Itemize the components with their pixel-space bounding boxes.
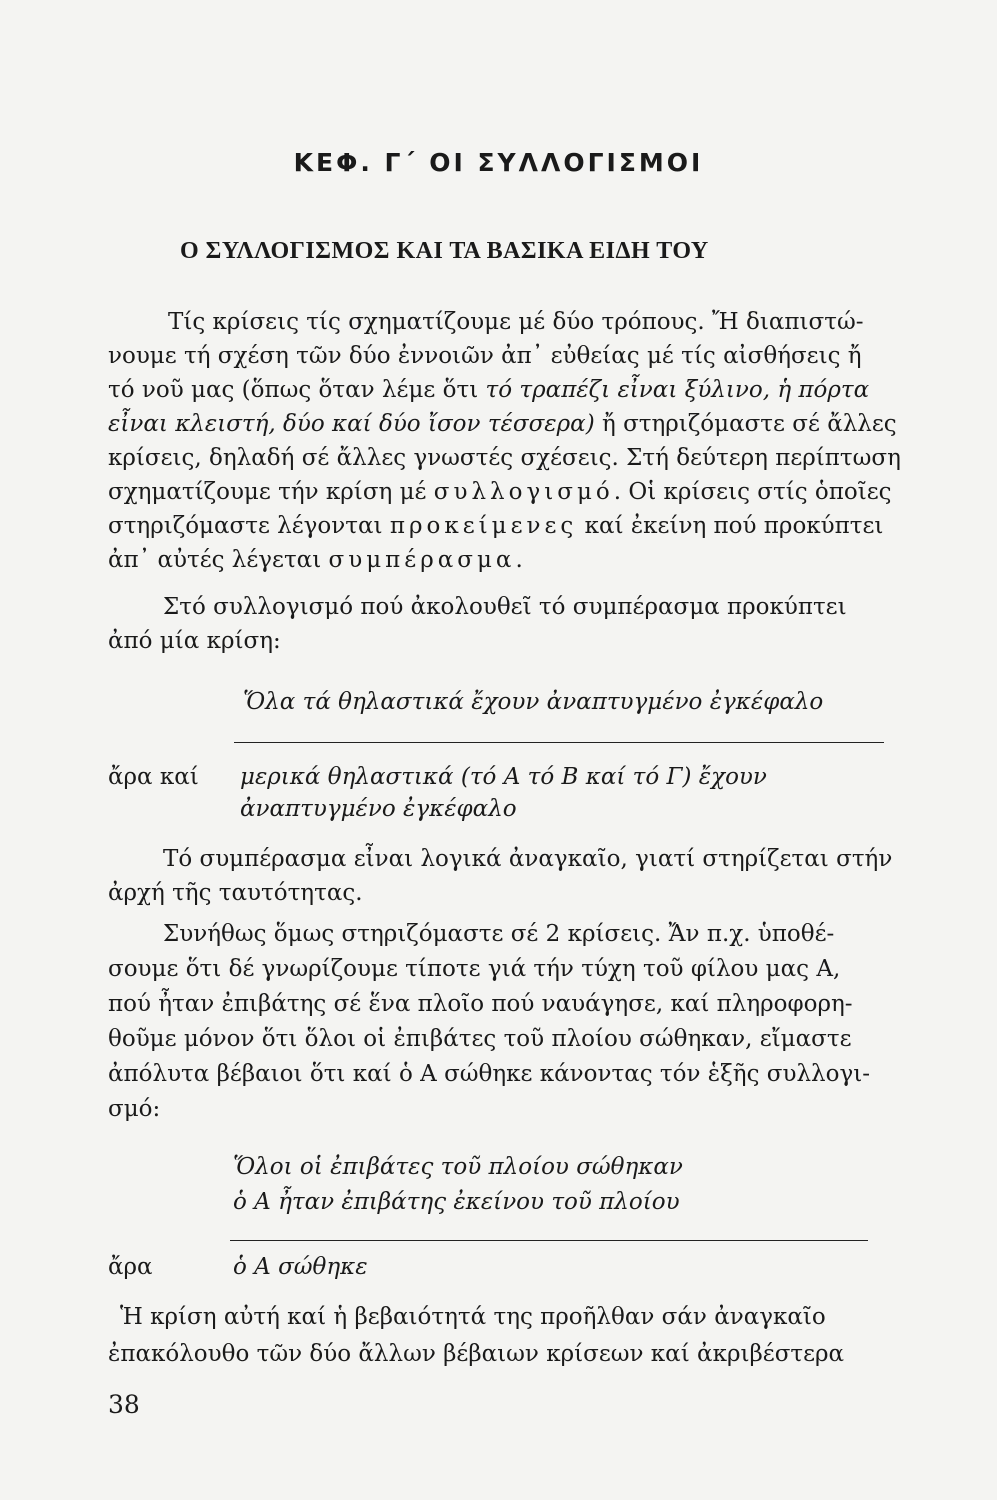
paragraph-1-line-3 xyxy=(108,373,968,407)
text-run: ἤ στηριζόμαστε σέ ἄλλες xyxy=(594,411,897,437)
syllogism-2-conclusion: ὁ Α σώθηκε xyxy=(233,1254,368,1280)
text-run: καί ἐκείνη πού προκύπτει xyxy=(577,513,884,539)
text-run: σχηματίζουμε τήν κρίση μέ xyxy=(108,479,434,505)
syllogism-1-conclusion-line-2: ἀναπτυγμένο ἐγκέφαλο xyxy=(240,796,517,822)
syllogism-1-therefore: ἄρα καί xyxy=(108,764,199,790)
paragraph-2-line-2: ἀπό μία κρίση: xyxy=(108,628,281,654)
paragraph-4-line-4: θοῦμε μόνον ὅτι ὅλοι οἱ ἐπιβάτες τοῦ πλοίου σώθηκαν, εἴμαστε xyxy=(108,1026,852,1052)
paragraph-1-line-7 xyxy=(108,509,968,543)
term-spaced: συμπέρασμα xyxy=(328,547,516,573)
text-run: ἀπ᾽ αὐτές λέγεται xyxy=(108,547,329,573)
paragraph-2-line-1: Στό συλλογισμό πού ἀκολουθεῖ τό συμπέρασμα προκύπτει xyxy=(163,594,847,620)
paragraph-3-line-1: Τό συμπέρασμα εἶναι λογικά ἀναγκαῖο, γιατί στηρίζεται στήν xyxy=(163,846,893,872)
paragraph-1-line-2: νουμε τή σχέση τῶν δύο ἐννοιῶν ἀπ᾽ εὐθείας μέ τίς αἰσθήσεις ἤ xyxy=(108,343,862,369)
term-spaced: συλλογισμό xyxy=(433,479,614,505)
syllogism-1-conclusion-line-1: μερικά θηλαστικά (τό Α τό Β καί τό Γ) ἔχουν xyxy=(240,764,767,790)
paragraph-1-line-1: Τίς κρίσεις τίς σχηματίζουμε μέ δύο τρόπους. Ἤ διαπιστώ- xyxy=(168,309,864,335)
example-italic: τό τραπέζι εἶναι ξύλινο, ἡ πόρτα xyxy=(485,377,870,403)
syllogism-2-premise-2: ὁ Α ἦταν ἐπιβάτης ἐκείνου τοῦ πλοίου xyxy=(233,1189,680,1215)
syllogism-2-therefore: ἄρα xyxy=(108,1254,153,1280)
paragraph-4-line-3: πού ἦταν ἐπιβάτης σέ ἕνα πλοῖο πού ναυάγησε, καί πληροφορη- xyxy=(108,991,853,1017)
paragraph-1-line-5: κρίσεις, δηλαδή σέ ἄλλες γνωστές σχέσεις. Στή δεύτερη περίπτωση xyxy=(108,445,901,471)
term-spaced: προκείμενες xyxy=(389,513,578,539)
paragraph-4-line-2: σουμε ὅτι δέ γνωρίζουμε τίποτε γιά τήν τύχη τοῦ φίλου μας Α, xyxy=(108,956,841,982)
paragraph-1-line-8 xyxy=(108,543,968,577)
section-title: Ο ΣΥΛΛΟΓΙΣΜΟΣ ΚΑΙ ΤΑ ΒΑΣΙΚΑ ΕΙΔΗ ΤΟΥ xyxy=(180,238,709,264)
text-run: . Οἱ κρίσεις στίς ὁποῖες xyxy=(613,479,892,505)
syllogism-2-premise-1: Ὅλοι οἱ ἐπιβάτες τοῦ πλοίου σώθηκαν xyxy=(233,1154,683,1180)
chapter-title: ΚΕΦ. Γ΄ ΟΙ ΣΥΛΛΟΓΙΣΜΟΙ xyxy=(293,148,704,177)
paragraph-4-line-1: Συνήθως ὅμως στηριζόμαστε σέ 2 κρίσεις. Ἄν π.χ. ὑποθέ- xyxy=(163,921,835,947)
paragraph-3-line-2: ἀρχή τῆς ταυτότητας. xyxy=(108,880,363,906)
page-number: 38 xyxy=(108,1390,140,1419)
example-italic: εἶναι κλειστή, δύο καί δύο ἴσον τέσσερα) xyxy=(108,411,595,437)
syllogism-1-premise: Ὅλα τά θηλαστικά ἔχουν ἀναπτυγμένο ἐγκέφαλο xyxy=(243,689,824,715)
syllogism-1-rule xyxy=(234,742,884,743)
syllogism-2-rule xyxy=(230,1240,868,1241)
paragraph-5-line-2: ἐπακόλουθο τῶν δύο ἄλλων βέβαιων κρίσεων καί ἀκριβέστερα xyxy=(108,1341,845,1367)
paragraph-4-line-6: σμό: xyxy=(108,1096,161,1122)
paragraph-1-line-4 xyxy=(108,407,968,441)
text-run: . xyxy=(515,547,523,573)
paragraph-4-line-5: ἀπόλυτα βέβαιοι ὅτι καί ὁ Α σώθηκε κάνοντας τόν ἑξῆς συλλογι- xyxy=(108,1061,870,1087)
paragraph-1-line-6 xyxy=(108,475,968,509)
text-run: στηριζόμαστε λέγονται xyxy=(108,513,390,539)
text-run: τό νοῦ μας (ὅπως ὅταν λέμε ὅτι xyxy=(108,377,486,403)
paragraph-5-line-1: Ἡ κρίση αὐτή καί ἡ βεβαιότητά της προῆλθαν σάν ἀναγκαῖο xyxy=(120,1304,826,1330)
